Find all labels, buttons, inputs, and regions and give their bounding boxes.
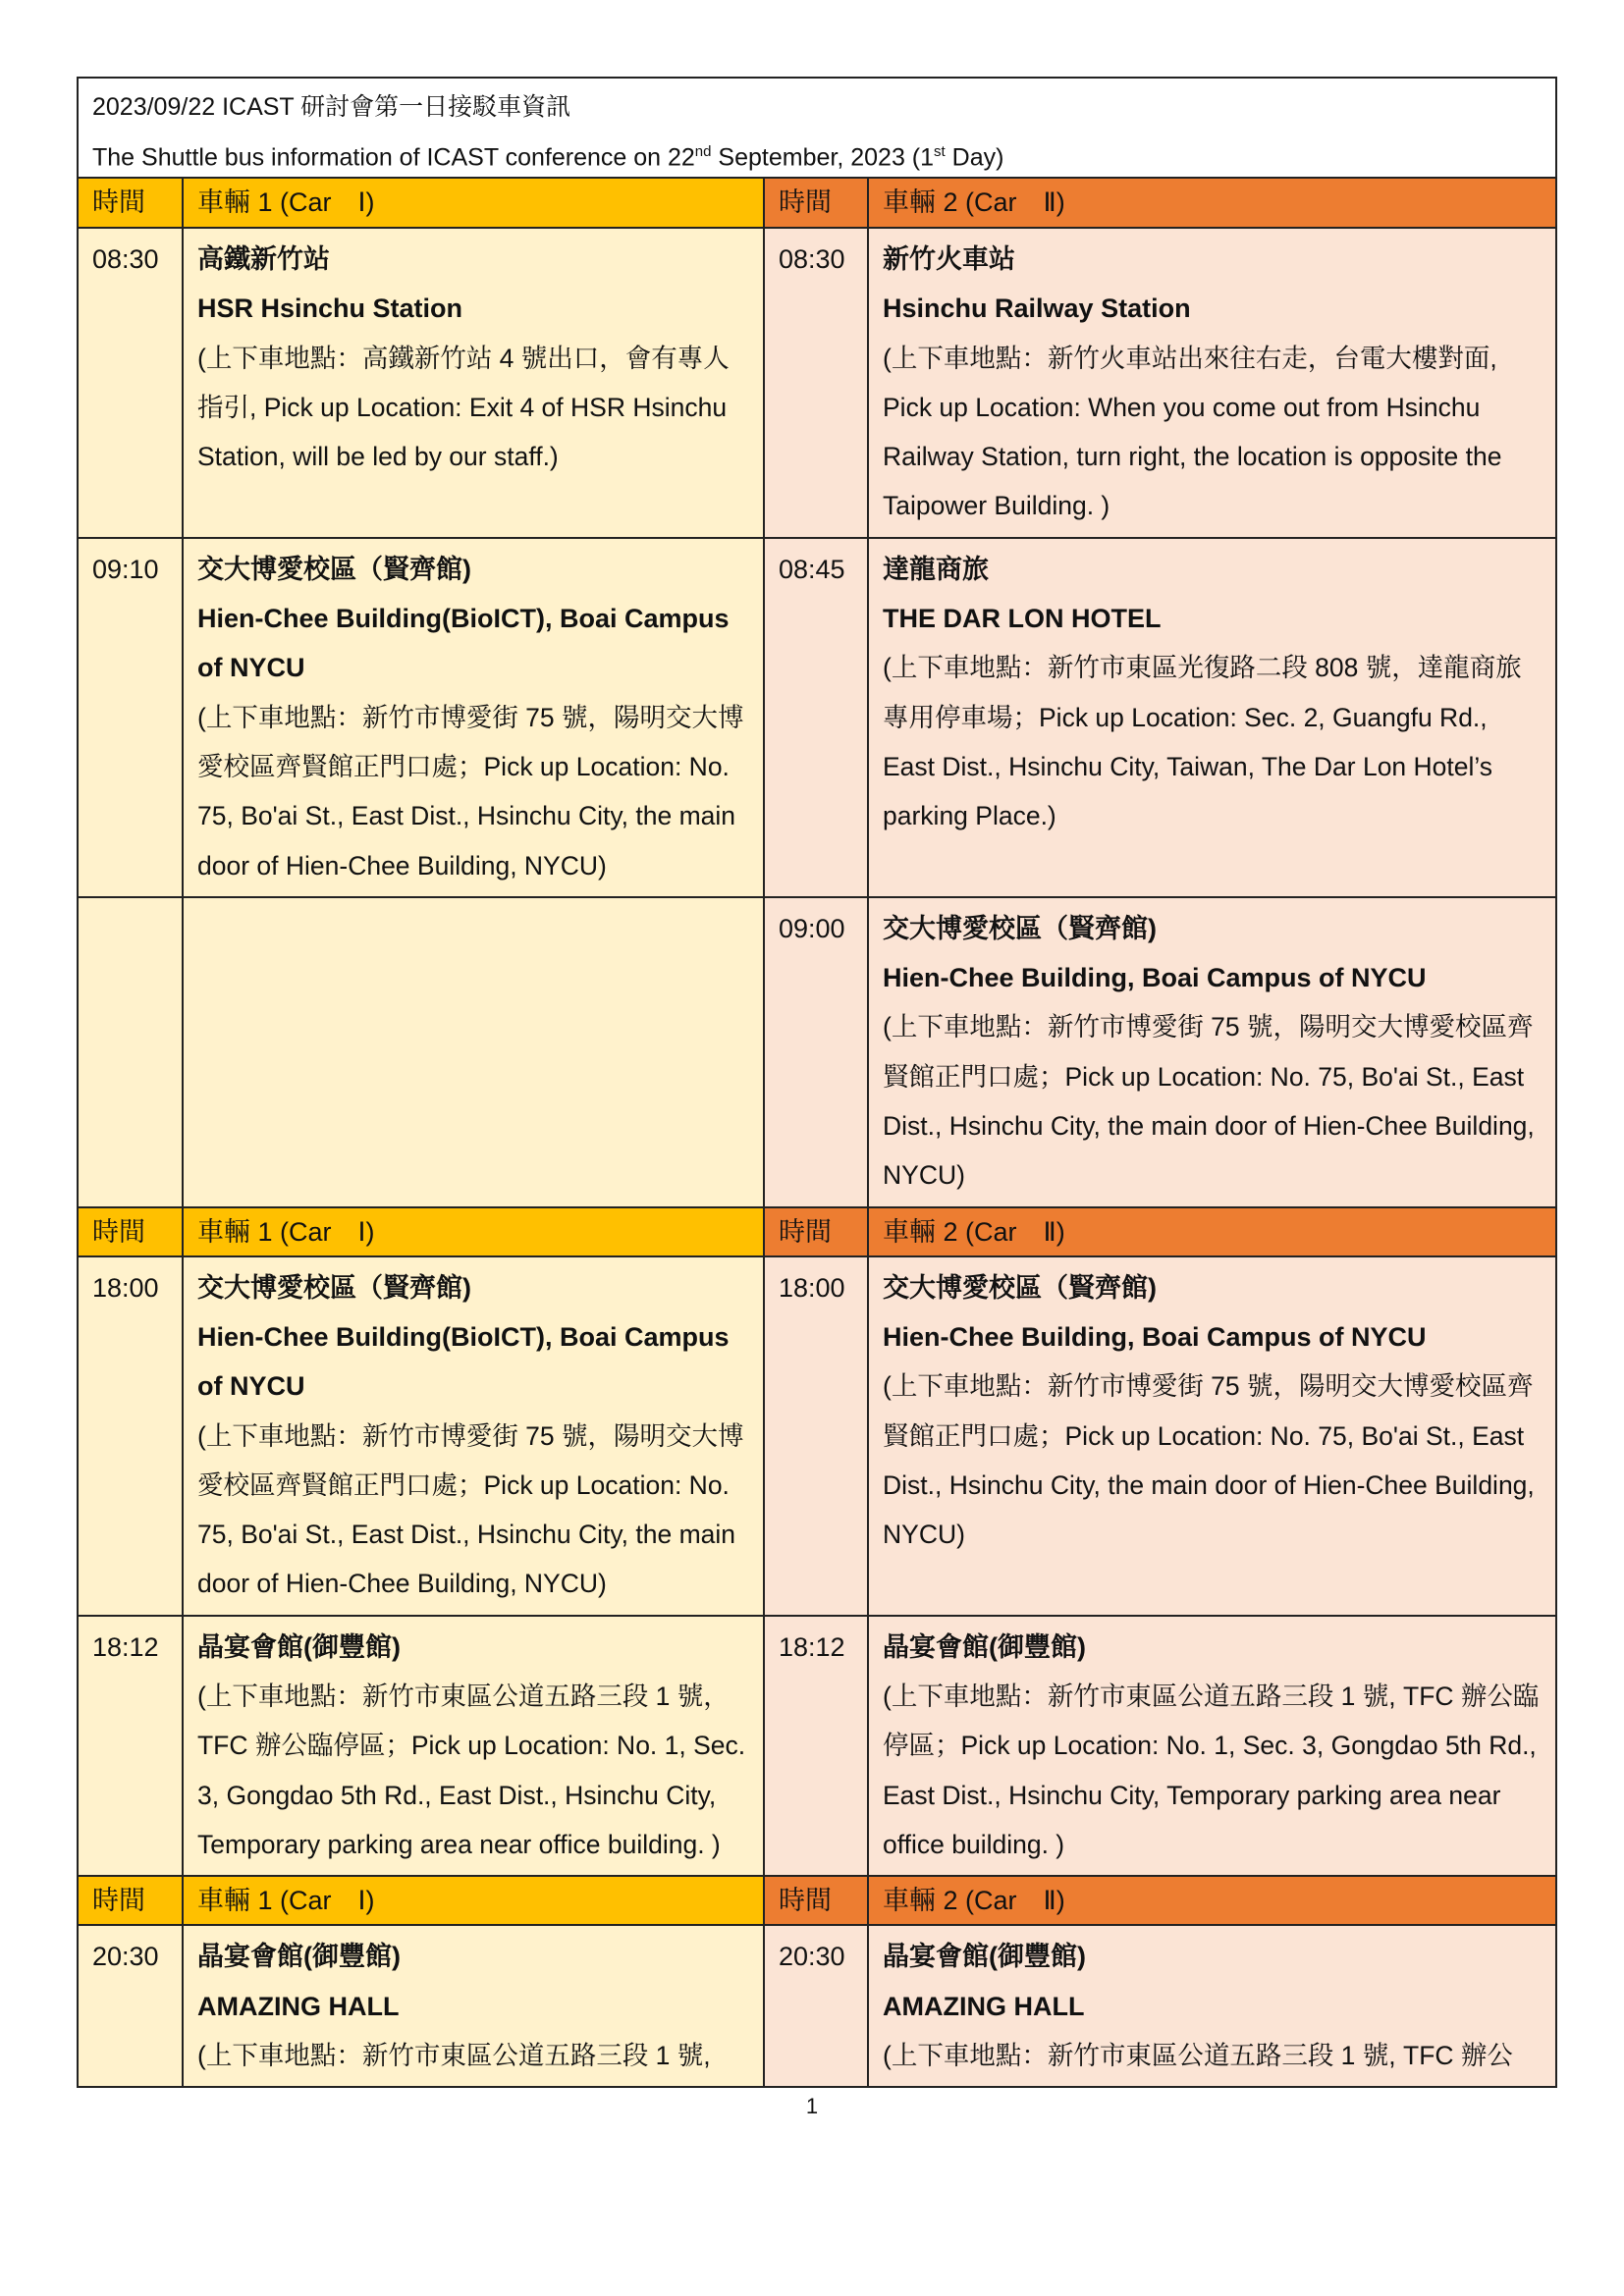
stop-name-en: Hsinchu Railway Station: [883, 294, 1191, 324]
header-car2: 車輛 2 (Car Ⅱ): [868, 1876, 1555, 1925]
pickup-note: (上下車地點：新竹市東區公道五路三段 1 號，TFC 辦公臨停區；Pick up Location: No. 1, Sec. 3, Gongdao 5th Rd., East Dist., Hsinchu City, Temporary parking area near office building. ): [197, 1682, 746, 1859]
stop-name-zh: 新竹火車站: [883, 244, 1015, 274]
stop-name-en: Hien-Chee Building, Boai Campus of NYCU: [883, 1321, 1427, 1352]
stop-name-zh: 高鐵新竹站: [197, 244, 330, 274]
header-row: [79, 1876, 1555, 1925]
header-car2: 車輛 2 (Car Ⅱ): [868, 1207, 1555, 1256]
pickup-note: (上下車地點：新竹市博愛街 75 號，陽明交大博愛校區齊賢館正門口處；Pick up Location: No. 75, Bo'ai St., East Dist., Hsinchu City, the main door of Hien-Chee Building, NYCU): [197, 1420, 744, 1599]
stop-name-en: Hien-Chee Building, Boai Campus of NYCU: [883, 963, 1427, 993]
time-cell-empty: [79, 897, 183, 1207]
stop-cell: [868, 1256, 1555, 1616]
time-cell: 09:10: [79, 538, 183, 897]
stop-name-en: HSR Hsinchu Station: [197, 294, 463, 324]
time-cell: 09:00: [764, 897, 868, 1207]
pickup-note: (上下車地點：新竹火車站出來往右走，台電大樓對面, Pick up Location: When you come out from Hsinchu Railway Station, turn right, the location is opposite the Taipower Building. ): [883, 343, 1502, 521]
table-row: [79, 538, 1555, 897]
title-zh: 2023/09/22 ICAST 研討會第一日接駁車資訊: [92, 93, 571, 121]
stop-name-zh: 交大博愛校區（賢齊館): [883, 913, 1157, 943]
stop-name-zh: 晶宴會館(御豐館): [197, 1631, 401, 1662]
time-cell: 18:00: [79, 1256, 183, 1616]
stop-name-zh: 晶宴會館(御豐館): [883, 1942, 1086, 1972]
header-time-car2: 時間: [764, 1876, 868, 1925]
time-cell: 18:12: [79, 1616, 183, 1876]
stop-cell-empty: [183, 897, 764, 1207]
stop-cell: [183, 1256, 764, 1616]
header-row: [79, 1207, 1555, 1256]
stop-name-zh: 交大博愛校區（賢齊館): [197, 1272, 471, 1303]
header-row: [79, 179, 1555, 228]
time-cell: 08:30: [79, 228, 183, 538]
stop-cell: [183, 1925, 764, 2086]
header-time-car2: 時間: [764, 179, 868, 228]
time-cell: 18:12: [764, 1616, 868, 1876]
stop-cell: [868, 538, 1555, 897]
shuttle-schedule-sheet: [77, 77, 1557, 2088]
schedule-table: [79, 179, 1555, 2086]
time-cell: 08:45: [764, 538, 868, 897]
time-cell: 20:30: [79, 1925, 183, 2086]
pickup-note: (上下車地點：新竹市博愛街 75 號，陽明交大博愛校區齊賢館正門口處；Pick up Location: No. 75, Bo'ai St., East Dist., Hsinchu City, the main door of Hien-Chee Building, NYCU): [197, 702, 744, 881]
pickup-note: (上下車地點：新竹市東區公道五路三段 1 號, TFC 辦公臨停區；Pick up Location: No. 1, Sec. 3, Gongdao 5th Rd., East Dist., Hsinchu City, Temporary parking area near office building. ): [883, 1682, 1540, 1859]
stop-name-en: Hien-Chee Building(BioICT), Boai Campus of NYCU: [197, 604, 730, 683]
pickup-note: (上下車地點：新竹市東區公道五路三段 1 號, TFC 辦公: [883, 2040, 1513, 2070]
stop-name-en: Hien-Chee Building(BioICT), Boai Campus of NYCU: [197, 1321, 730, 1402]
pickup-note: (上下車地點：新竹市博愛街 75 號，陽明交大博愛校區齊賢館正門口處；Pick up Location: No. 75, Bo'ai St., East Dist., Hsinchu City, the main door of Hien-Chee Building, NYCU): [883, 1371, 1535, 1550]
stop-cell: [183, 228, 764, 538]
table-row: [79, 228, 1555, 538]
page-number: 1: [805, 2094, 819, 2118]
header-car1: 車輛 1 (Car Ⅰ): [183, 1876, 764, 1925]
stop-name-zh: 晶宴會館(御豐館): [197, 1942, 401, 1972]
title-en: The Shuttle bus information of ICAST conference on 22nd September, 2023 (1st Day): [92, 143, 1004, 172]
header-car2: 車輛 2 (Car Ⅱ): [868, 179, 1555, 228]
table-row: [79, 1616, 1555, 1876]
header-car1: 車輛 1 (Car Ⅰ): [183, 1207, 764, 1256]
stop-cell: [868, 1616, 1555, 1876]
stop-cell: [868, 897, 1555, 1207]
stop-name-zh: 交大博愛校區（賢齊館): [883, 1272, 1157, 1303]
header-time-car1: 時間: [79, 179, 183, 228]
stop-name-en: AMAZING HALL: [883, 1991, 1085, 2021]
stop-name-zh: 達龍商旅: [883, 554, 989, 584]
table-row: [79, 1925, 1555, 2086]
pickup-note: (上下車地點：新竹市東區公道五路三段 1 號,: [197, 2040, 711, 2070]
stop-cell: [183, 538, 764, 897]
pickup-note: (上下車地點：新竹市東區光復路二段 808 號，達龍商旅專用停車場；Pick up Location: Sec. 2, Guangfu Rd., East Dist., Hsinchu City, Taiwan, The Dar Lon Hotel’s parking Place.): [883, 653, 1522, 831]
stop-name-zh: 晶宴會館(御豐館): [883, 1631, 1086, 1662]
table-row: [79, 1256, 1555, 1616]
stop-cell: [183, 1616, 764, 1876]
stop-cell: [868, 228, 1555, 538]
title-block: [79, 79, 1555, 179]
header-car1: 車輛 1 (Car Ⅰ): [183, 179, 764, 228]
header-time-car1: 時間: [79, 1207, 183, 1256]
time-cell: 18:00: [764, 1256, 868, 1616]
pickup-note: (上下車地點：高鐵新竹站 4 號出口，會有專人指引, Pick up Location: Exit 4 of HSR Hsinchu Station, will be led by our staff.): [197, 343, 730, 472]
stop-name-en: THE DAR LON HOTEL: [883, 604, 1162, 634]
table-row: [79, 897, 1555, 1207]
header-time-car1: 時間: [79, 1876, 183, 1925]
time-cell: 20:30: [764, 1925, 868, 2086]
pickup-note: (上下車地點：新竹市博愛街 75 號，陽明交大博愛校區齊賢館正門口處；Pick up Location: No. 75, Bo'ai St., East Dist., Hsinchu City, the main door of Hien-Chee Building, NYCU): [883, 1012, 1535, 1191]
stop-name-zh: 交大博愛校區（賢齊館): [197, 554, 471, 584]
stop-name-en: AMAZING HALL: [197, 1991, 400, 2021]
time-cell: 08:30: [764, 228, 868, 538]
header-time-car2: 時間: [764, 1207, 868, 1256]
stop-cell: [868, 1925, 1555, 2086]
